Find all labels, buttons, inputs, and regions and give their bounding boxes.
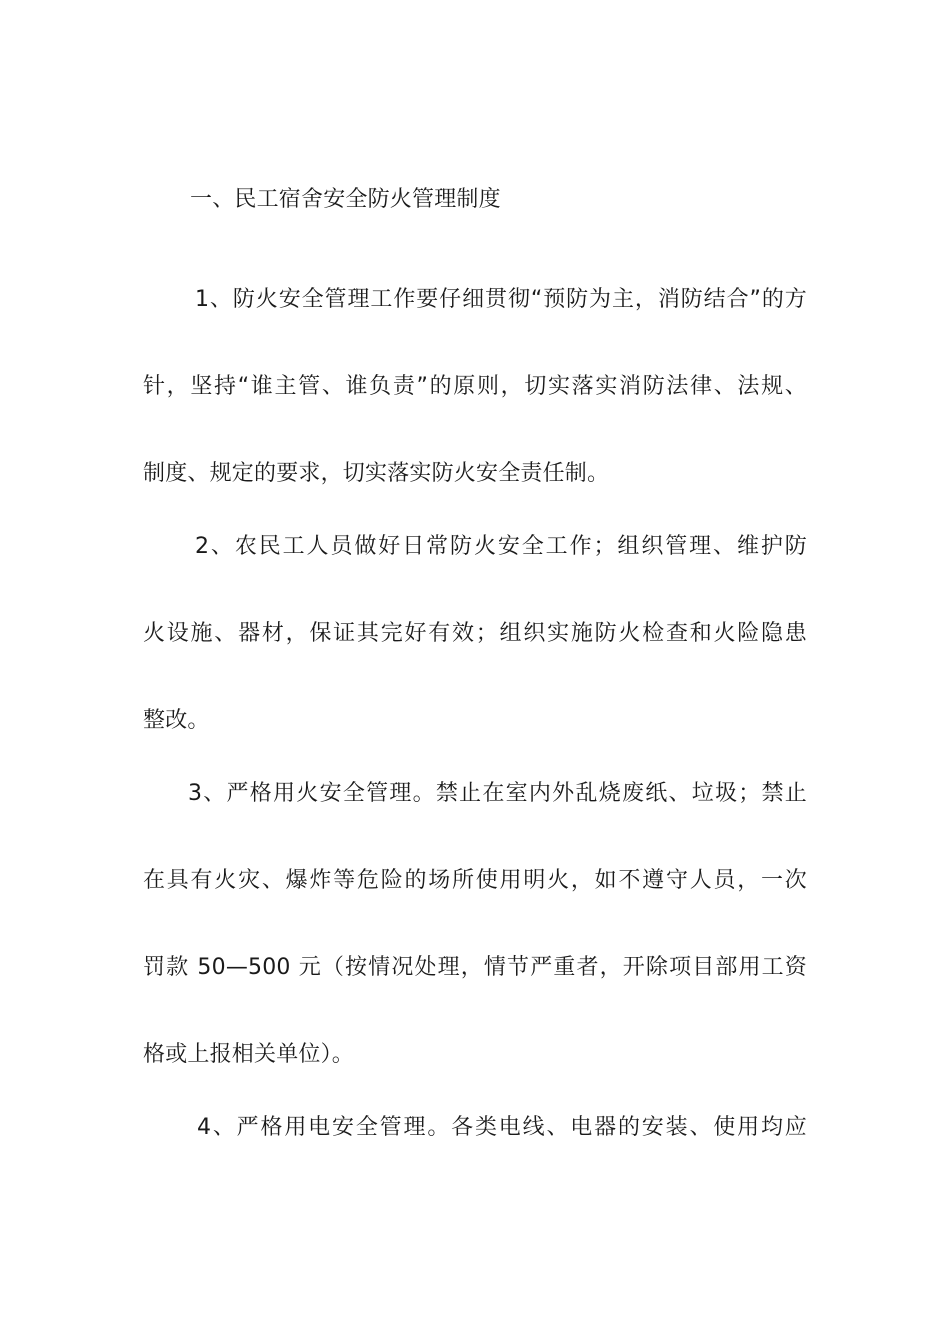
paragraph-3-line-1: 3、严格用火安全管理。禁止在室内外乱烧废纸、垃圾；禁止: [188, 781, 807, 806]
paragraph-2-line-3: 整改。: [143, 708, 210, 733]
paragraph-2-line-2: 火设施、器材，保证其完好有效；组织实施防火检查和火险隐患: [143, 621, 807, 646]
paragraph-2-line-1: 2、农民工人员做好日常防火安全工作；组织管理、维护防: [195, 534, 807, 559]
paragraph-1-line-1: 1、防火安全管理工作要仔细贯彻“预防为主，消防结合”的方: [195, 287, 807, 312]
paragraph-1-line-2: 针，坚持“谁主管、谁负责”的原则，切实落实消防法律、法规、: [143, 374, 807, 399]
paragraph-3-line-3: 罚款 50—500 元（按情况处理，情节严重者，开除项目部用工资: [143, 955, 807, 980]
paragraph-1-line-3: 制度、规定的要求，切实落实防火安全责任制。: [143, 461, 610, 486]
section-heading: 一、民工宿舍安全防火管理制度: [190, 187, 501, 212]
paragraph-3-line-2: 在具有火灾、爆炸等危险的场所使用明火，如不遵守人员，一次: [143, 868, 807, 893]
paragraph-3-line-4: 格或上报相关单位）。: [143, 1042, 355, 1067]
paragraph-4-line-1: 4、严格用电安全管理。各类电线、电器的安装、使用均应: [197, 1115, 807, 1140]
